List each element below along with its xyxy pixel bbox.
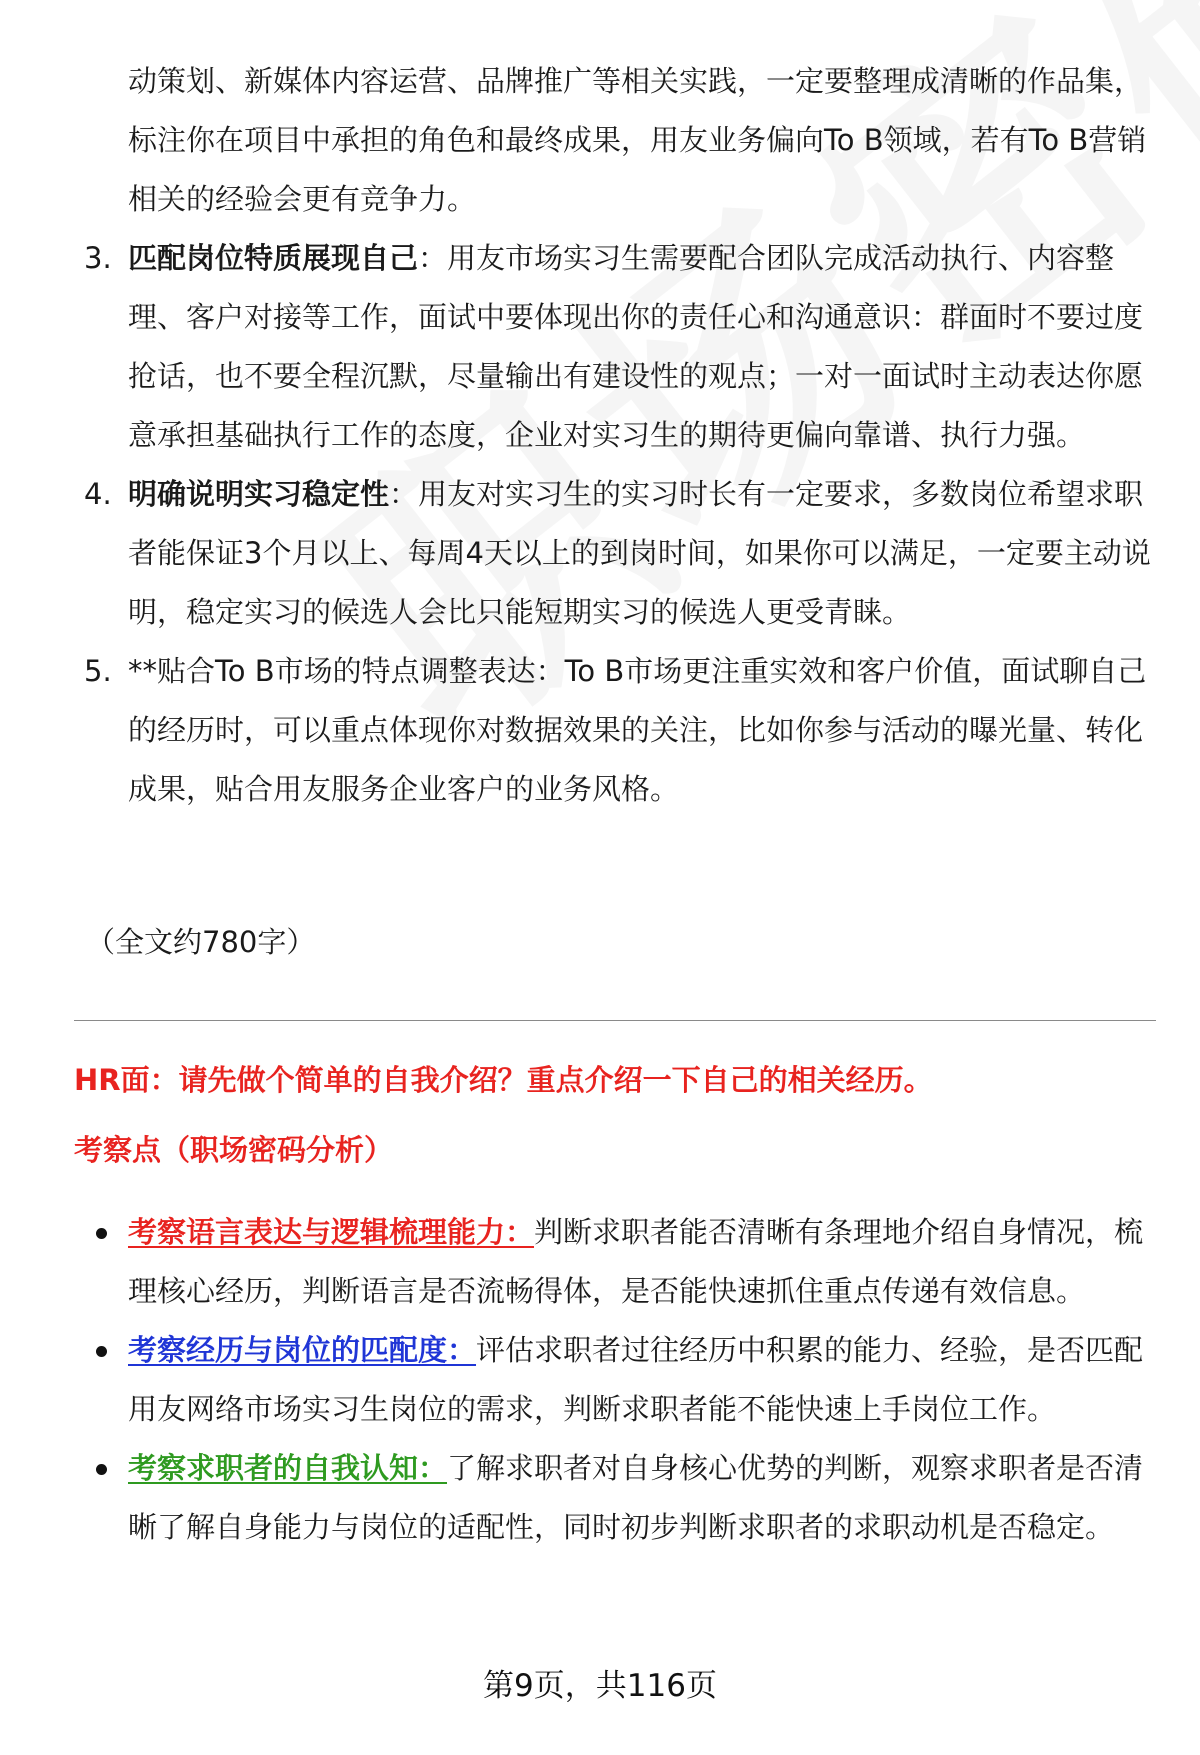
point-text: 评估求职者过往经历中积累的能力、经验，是否匹配用友网络市场实习生岗位的需求，判断求职者能不能快速上手岗位工作。 [128, 1333, 1144, 1426]
list-item [0, 1203, 1160, 1321]
list-number: 5. [84, 654, 112, 688]
tip-separator: ： [418, 241, 448, 275]
bullet-icon [96, 1346, 107, 1357]
point-label: 考察经历与岗位的匹配度： [128, 1333, 477, 1367]
list-item [0, 229, 1160, 465]
bullet-icon [96, 1228, 107, 1239]
tip-title: 匹配岗位特质展现自己 [128, 241, 419, 275]
tip-text: **贴合To B市场的特点调整表达：To B市场更注重实效和客户价值，面试聊自己的经历时，可以重点体现你对数据效果的关注，比如你参与活动的曝光量、转化成果，贴合用友服务企业客户的业务风格。 [128, 654, 1147, 806]
word-count-note: （全文约780字） [86, 925, 316, 959]
bullet-icon [96, 1464, 107, 1475]
hr-question-heading: HR面：请先做个简单的自我介绍？重点介绍一下自己的相关经历。 [74, 1063, 933, 1097]
tip-text: 用友市场实习生需要配合团队完成活动执行、内容整理、客户对接等工作，面试中要体现出你的责任心和沟通意识：群面时不要过度抢话，也不要全程沉默，尽量输出有建设性的观点；一对一面试时主动表达你愿意承担基础执行工作的态度，企业对实习生的期待更偏向靠谱、执行力强。 [128, 241, 1144, 452]
point-label: 考察语言表达与逻辑梳理能力： [128, 1215, 535, 1249]
list-item [0, 465, 1160, 642]
list-item [0, 1439, 1160, 1557]
tip-separator: ： [389, 477, 419, 511]
list-number: 4. [84, 477, 112, 511]
list-item [0, 1321, 1160, 1439]
page-number: 第9页，共116页 [483, 1668, 717, 1704]
point-text: 了解求职者对自身核心优势的判断，观察求职者是否清晰了解自身能力与岗位的适配性，同时初步判断求职者的求职动机是否稳定。 [128, 1451, 1144, 1544]
list-item [0, 642, 1160, 819]
tip-title: 明确说明实习稳定性 [128, 477, 390, 511]
tips-list [0, 229, 1160, 819]
point-text: 判断求职者能否清晰有条理地介绍自身情况，梳理核心经历，判断语言是否流畅得体，是否能快速抓住重点传递有效信息。 [128, 1215, 1144, 1308]
assessment-points-list [0, 1203, 1160, 1557]
continuation-paragraph: 动策划、新媒体内容运营、品牌推广等相关实践，一定要整理成清晰的作品集，标注你在项目中承担的角色和最终成果，用友业务偏向To B领域，若有To B营销相关的经验会更有竞争力。 [128, 64, 1147, 216]
tip-text: 用友对实习生的实习时长有一定要求，多数岗位希望求职者能保证3个月以上、每周4天以上的到岗时间，如果你可以满足，一定要主动说明，稳定实习的候选人会比只能短期实习的候选人更受青睐。 [128, 477, 1151, 629]
list-number: 3. [84, 241, 112, 275]
assessment-points-heading: 考察点（职场密码分析） [74, 1133, 394, 1167]
point-label: 考察求职者的自我认知： [128, 1451, 448, 1485]
divider [74, 1020, 1156, 1021]
